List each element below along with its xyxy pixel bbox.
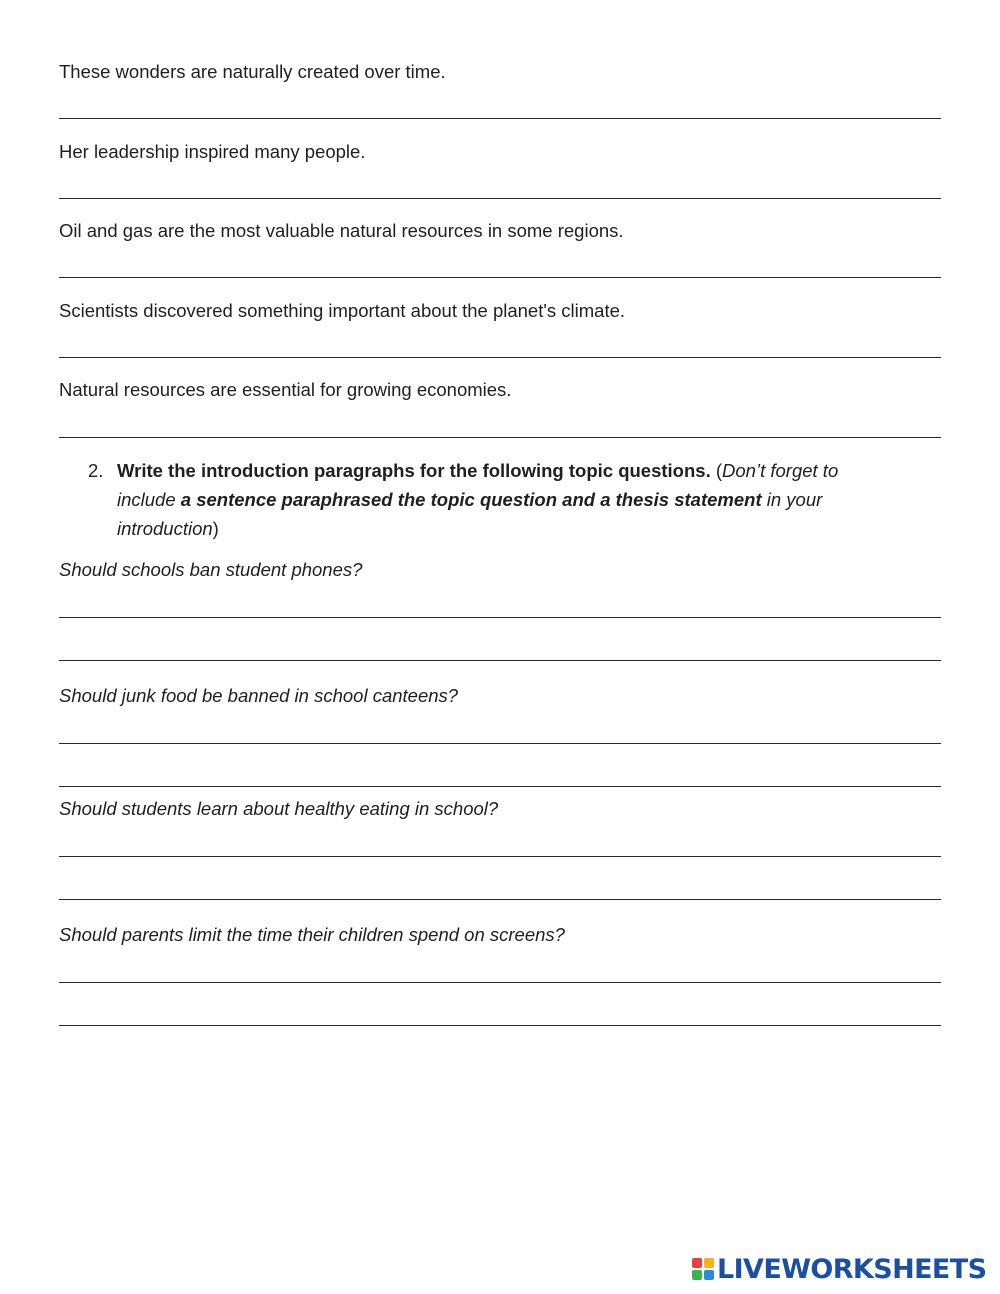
question-1-answer-line-2[interactable] <box>59 660 941 661</box>
instruction-paren-open: ( <box>710 460 723 481</box>
question-3-answer-line-1[interactable] <box>59 856 941 857</box>
liveworksheets-logo <box>692 1254 986 1284</box>
sentence-5: Natural resources are essential for growing economies. <box>59 379 512 400</box>
question-2: Should junk food be banned in school canteens? <box>59 685 459 706</box>
question-4-answer-line-2[interactable] <box>59 1025 941 1026</box>
sentence-4: Scientists discovered something important about the planet's climate. <box>59 300 626 321</box>
instruction-text <box>117 456 888 543</box>
logo-square-green <box>692 1270 702 1280</box>
question-4-answer-line-1[interactable] <box>59 982 941 983</box>
instruction-italic-1: Don’t forget to include <box>117 460 839 510</box>
instruction-bold: Write the introduction paragraphs for the following topic questions. <box>117 460 711 481</box>
answer-line-2[interactable] <box>59 198 941 199</box>
question-2-answer-line-1[interactable] <box>59 743 941 744</box>
logo-square-red <box>692 1258 702 1268</box>
logo-square-yellow <box>704 1258 714 1268</box>
logo-square-blue <box>704 1270 714 1280</box>
question-4: Should parents limit the time their children spend on screens? <box>59 924 565 945</box>
question-3: Should students learn about healthy eating in school? <box>59 798 499 819</box>
logo-text: LIVEWORKSHEETS <box>717 1253 987 1285</box>
instruction-bold-italic: a sentence paraphrased the topic question and a thesis statement <box>180 489 762 510</box>
sentence-1: These wonders are naturally created over time. <box>59 61 446 82</box>
question-3-answer-line-2[interactable] <box>59 899 941 900</box>
instruction-paren-close: ) <box>212 518 219 539</box>
instruction-italic-2: in your introduction <box>117 489 823 539</box>
question-1: Should schools ban student phones? <box>59 559 363 580</box>
question-2-answer-line-2[interactable] <box>59 786 941 787</box>
logo-mark-icon <box>692 1258 714 1280</box>
sentence-2: Her leadership inspired many people. <box>59 141 366 162</box>
instruction-number: 2. <box>88 460 104 481</box>
answer-line-5[interactable] <box>59 437 941 438</box>
answer-line-1[interactable] <box>59 118 941 119</box>
instruction-2 <box>88 456 888 543</box>
sentence-3: Oil and gas are the most valuable natural resources in some regions. <box>59 220 624 241</box>
question-1-answer-line-1[interactable] <box>59 617 941 618</box>
answer-line-3[interactable] <box>59 277 941 278</box>
answer-line-4[interactable] <box>59 357 941 358</box>
